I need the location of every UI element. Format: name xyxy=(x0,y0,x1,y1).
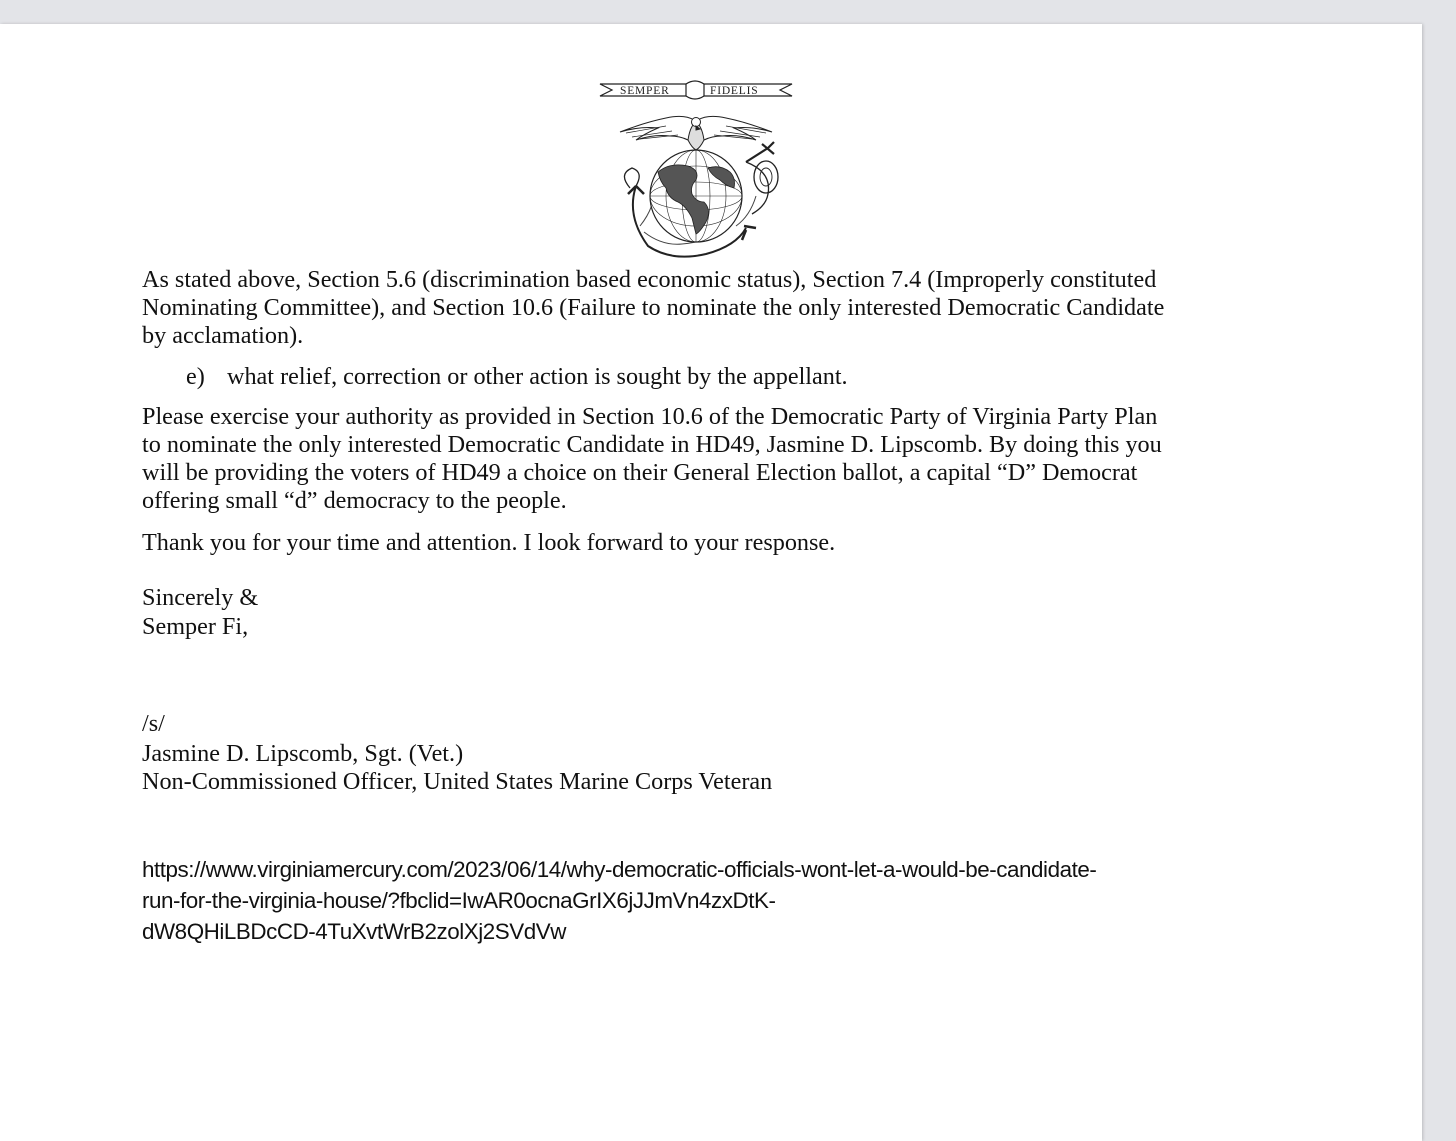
paragraph-thanks xyxy=(142,529,835,557)
eagle-globe-anchor-emblem xyxy=(596,76,796,258)
closing-line: Semper Fi, xyxy=(142,612,249,640)
url-line[interactable]: dW8QHiLBDcCD-4TuXvtWrB2zolXj2SVdVw xyxy=(142,919,566,944)
closing xyxy=(142,584,258,641)
url-line[interactable]: https://www.virginiamercury.com/2023/06/14/why-democratic-officials-wont-let-a-would-be-candidate- xyxy=(142,857,1097,882)
paragraph-request xyxy=(142,403,1162,515)
signature-block xyxy=(142,740,772,796)
list-marker: e) xyxy=(186,363,205,390)
eagle-icon xyxy=(620,116,772,150)
banner-right-text: FIDELIS xyxy=(710,85,759,97)
text-line: Thank you for your time and attention. I look forward to your response. xyxy=(142,529,836,556)
url-line[interactable]: run-for-the-virginia-house/?fbclid=IwAR0ocnaGrIX6jJJmVn4zxDtK- xyxy=(142,888,776,913)
list-item-e xyxy=(186,363,848,391)
globe-icon xyxy=(650,150,742,242)
document-page xyxy=(0,24,1422,1141)
signer-title: Non-Commissioned Officer, United States Marine Corps Veteran xyxy=(142,768,773,795)
signer-name: Jasmine D. Lipscomb, Sgt. (Vet.) xyxy=(142,740,464,767)
text-line: As stated above, Section 5.6 (discrimination based economic status), Section 7.4 (Improperly constituted xyxy=(142,266,1157,293)
text-line: will be providing the voters of HD49 a choice on their General Election ballot, a capital “D” Democrat xyxy=(142,459,1138,486)
text-line: Nominating Committee), and Section 10.6 (Failure to nominate the only interested Democratic Candidate xyxy=(142,294,1165,321)
text-line: Please exercise your authority as provided in Section 10.6 of the Democratic Party of Virginia Party Plan xyxy=(142,403,1158,430)
signature-mark xyxy=(142,710,165,738)
banner-left-text: SEMPER xyxy=(620,85,670,97)
closing-line: Sincerely & xyxy=(142,584,259,611)
text-line: by acclamation). xyxy=(142,322,304,349)
text-line: offering small “d” democracy to the people. xyxy=(142,487,567,514)
list-item-text: what relief, correction or other action is sought by the appellant. xyxy=(227,363,848,390)
signature-slash: /s/ xyxy=(142,710,165,737)
paragraph-violations xyxy=(142,266,1164,350)
source-url[interactable] xyxy=(142,854,1096,947)
text-line: to nominate the only interested Democratic Candidate in HD49, Jasmine D. Lipscomb. By doing this you xyxy=(142,431,1162,458)
